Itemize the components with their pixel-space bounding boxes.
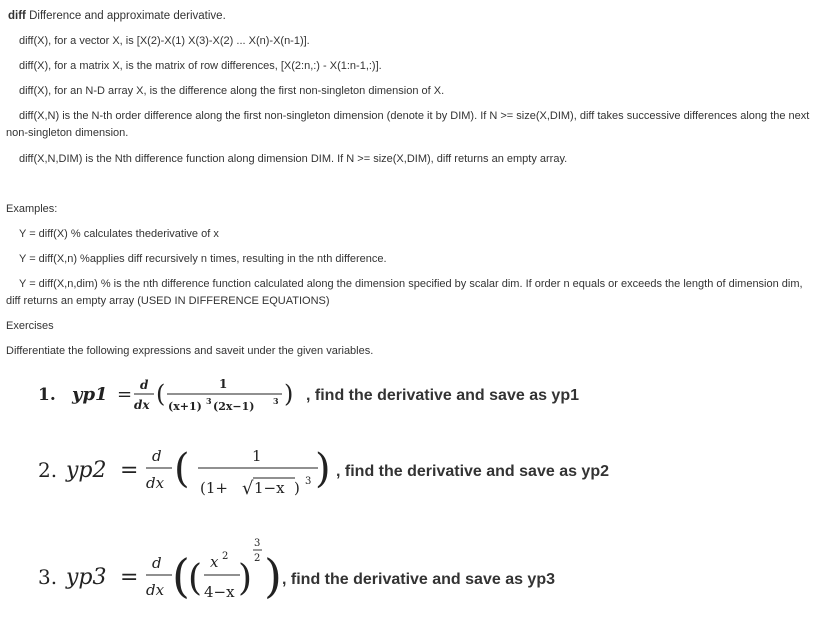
exercise-1-left-paren: ( bbox=[156, 380, 166, 408]
exercise-3-number: 3. bbox=[38, 565, 58, 589]
exercise-2-sqrt-sign: √ bbox=[242, 478, 254, 499]
exercise-1-den-b: (2x−1) bbox=[213, 400, 255, 413]
doc-title-command: diff bbox=[8, 10, 26, 22]
exercise-2-den-close: ) bbox=[294, 479, 300, 497]
exercise-2 bbox=[38, 446, 609, 499]
exercise-1-den-a: (x+1) bbox=[168, 400, 202, 413]
exercise-3-exp-denominator: 2 bbox=[254, 553, 261, 564]
doc-line-matrix: diff(X), for a matrix X, is the matrix of row differences, [X(2:n,:) - X(1:n-1,:)]. bbox=[19, 60, 382, 72]
example-line-2: Y = diff(X,n) %applies diff recursively n times, resulting in the nth difference. bbox=[19, 253, 387, 265]
exercise-3-outer-left-paren: ( bbox=[172, 549, 190, 603]
exercise-1-dx: dx bbox=[134, 398, 150, 412]
exercise-2-number: 2. bbox=[38, 458, 58, 482]
exercise-1-instruction: , find the derivative and save as yp1 bbox=[306, 387, 579, 404]
exercise-2-d: d bbox=[152, 447, 162, 465]
exercise-3-dx: dx bbox=[146, 581, 165, 599]
example-line-1: Y = diff(X) % calculates thederivative of x bbox=[19, 228, 219, 240]
exercise-1-equals: = bbox=[117, 384, 133, 405]
exercise-3-inner-left-paren: ( bbox=[188, 558, 203, 599]
exercise-3-instruction: , find the derivative and save as yp3 bbox=[282, 571, 555, 588]
doc-line-ndarray: diff(X), for an N-D array X, is the difference along the first non-singleton dimension of X. bbox=[19, 85, 445, 97]
exercise-3-inner-right-paren: ) bbox=[238, 558, 253, 599]
exercise-3-outer-right-paren: ) bbox=[264, 549, 282, 603]
exercise-3-exp-numerator: 3 bbox=[254, 538, 261, 549]
exercise-1-right-paren: ) bbox=[284, 380, 294, 408]
doc-line-dimension: diff(X,N,DIM) is the Nth difference function along dimension DIM. If N >= size(X,DIM), diff returns an empty array. bbox=[19, 153, 568, 165]
doc-line-vector: diff(X), for a vector X, is [X(2)-X(1) X(3)-X(2) ... X(n)-X(n-1)]. bbox=[19, 35, 310, 47]
exercise-3-equals: = bbox=[120, 565, 139, 590]
example-line-3: Y = diff(X,n,dim) % is the nth difference function calculated along the dimension specified by scalar dim. If order n equals or exceeds the length of dimension dim, diff returns an empty array (USED IN DIFFERENCE EQUATIONS) bbox=[6, 278, 803, 307]
exercise-2-sqrt-body: 1−x bbox=[254, 479, 285, 497]
exercise-2-exponent: 3 bbox=[305, 476, 312, 487]
exercise-2-equals: = bbox=[120, 458, 139, 483]
exercise-3-numerator-exp: 2 bbox=[222, 551, 229, 562]
exercise-3-denominator: 4−x bbox=[204, 583, 235, 601]
doc-title-description: Difference and approximate derivative. bbox=[25, 10, 226, 22]
exercise-2-numerator: 1 bbox=[252, 447, 262, 465]
exercise-1-exp-a: 3 bbox=[206, 396, 212, 406]
examples-heading: Examples: bbox=[6, 203, 58, 215]
exercise-1-exp-b: 3 bbox=[273, 396, 279, 406]
exercise-2-instruction: , find the derivative and save as yp2 bbox=[336, 463, 609, 480]
exercise-2-den-a: (1+ bbox=[200, 479, 228, 497]
exercise-3-d: d bbox=[152, 554, 162, 572]
exercise-1-d: d bbox=[140, 378, 149, 392]
exercise-3 bbox=[38, 538, 555, 603]
exercise-2-left-paren: ( bbox=[174, 446, 190, 492]
exercise-2-dx: dx bbox=[146, 474, 165, 492]
exercise-instruction: Differentiate the following expressions and saveit under the given variables. bbox=[6, 345, 374, 357]
exercise-3-variable: yp3 bbox=[66, 565, 107, 590]
exercise-1-number: 1. bbox=[38, 385, 56, 405]
doc-line-order: diff(X,N) is the N-th order difference along the first non-singleton dimension (denote it by DIM). If N >= size(X,DIM), diff takes successive differences along the next non-singleton dimension. bbox=[6, 110, 810, 139]
exercise-1-variable: yp1 bbox=[72, 384, 108, 405]
exercise-3-numerator: x bbox=[210, 553, 219, 571]
exercise-1 bbox=[38, 377, 579, 413]
exercise-2-right-paren: ) bbox=[315, 446, 331, 492]
exercises-heading: Exercises bbox=[6, 320, 54, 332]
exercise-2-variable: yp2 bbox=[66, 458, 107, 483]
exercise-1-numerator: 1 bbox=[219, 377, 228, 391]
